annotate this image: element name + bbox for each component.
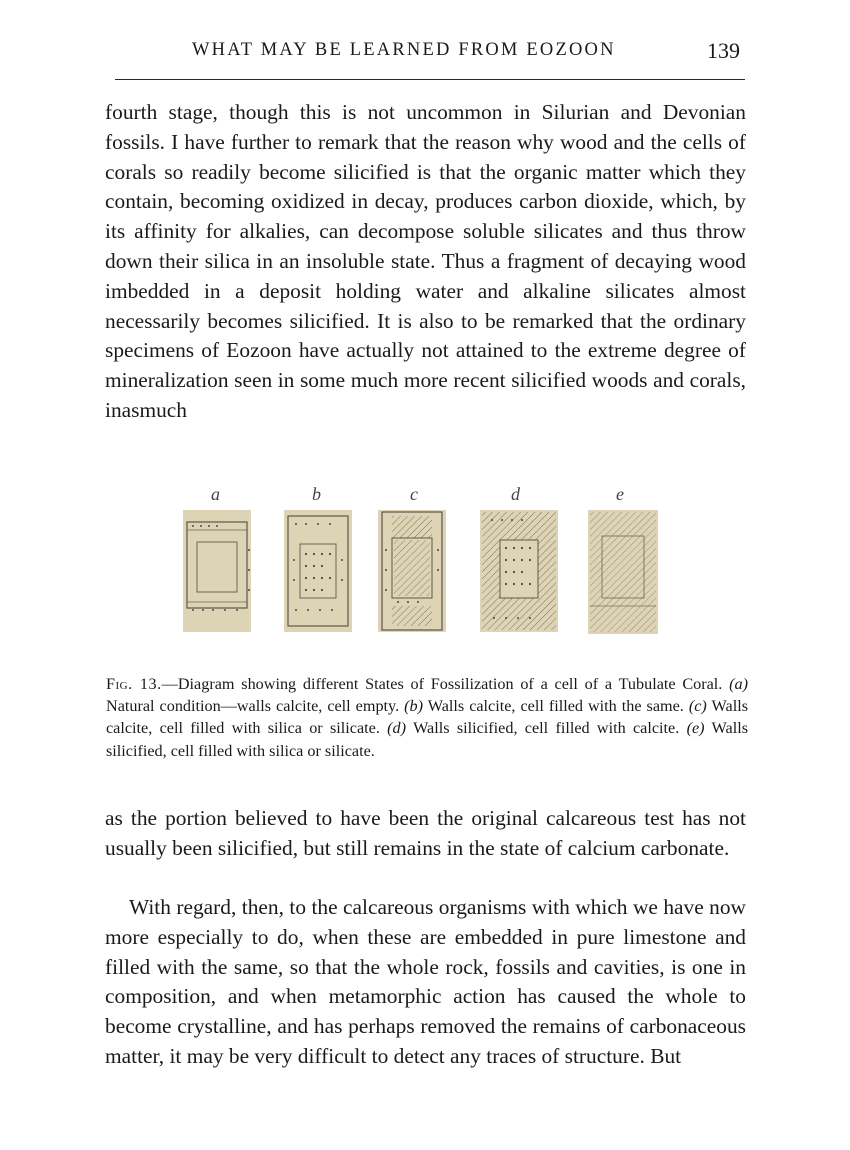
figure-letter-e: e <box>616 484 624 504</box>
caption-tag-b: (b) <box>404 697 424 716</box>
caption-text-e: Walls silicified, cell filled with silica or silicate. <box>106 719 749 760</box>
coral-cell-e-illustration <box>588 510 658 634</box>
figure-letter-d: d <box>511 484 520 504</box>
caption-text-b: Walls calcite, cell filled with the same. <box>427 697 684 716</box>
figure-caption <box>106 673 748 762</box>
caption-tag-c: (c) <box>688 697 707 716</box>
running-head <box>170 38 750 70</box>
paragraph-mid <box>105 804 746 864</box>
page-number: 139 <box>707 38 740 63</box>
caption-intro: —Diagram showing different States of Fossilization of a cell of a Tubulate Coral. <box>161 675 723 693</box>
figure-letter-b: b <box>312 484 321 504</box>
figure-letter-c: c <box>410 484 418 504</box>
header-rule <box>115 79 745 80</box>
coral-cell-c-illustration <box>378 510 446 632</box>
running-title: WHAT MAY BE LEARNED FROM EOZOON <box>192 40 616 60</box>
paragraph-bottom-text: With regard, then, to the calcareous organisms with which we have now more especially to do, when these are embedded in pure limestone and filled with the same, so that the whole rock, fossils and cavities, is one in composition, and when metamorphic action has caused the whole to become crystalline, and has perhaps removed the remains of carbonaceous matter, it may be very difficult to detect any traces of structure. But <box>105 895 746 1068</box>
figure-letter-a: a <box>211 484 220 504</box>
coral-cell-d-illustration <box>480 510 558 632</box>
coral-cell-a-illustration <box>183 510 251 632</box>
caption-text-c: Walls calcite, cell filled with silica or silicate. <box>106 697 749 738</box>
coral-cell-b-illustration <box>284 510 352 632</box>
caption-tag-e: (e) <box>686 719 705 738</box>
caption-tag-d: (d) <box>387 719 407 738</box>
paragraph-top-text: fourth stage, though this is not uncommon in Silurian and Devonian fossils. I have further to remark that the reason why wood and the cells of corals so readily become silicified is that the organic matter which they contain, becoming oxidized in decay, produces carbon dioxide, which, by its affinity for alkalies, can decompose soluble silicates and thus throw down their silica in an insoluble state. Thus a fragment of decaying wood imbedded in a deposit holding water and alkaline silicates almost necessarily becomes silicified. It is also to be remarked that the ordinary specimens of Eozoon have actually not attained to the extreme degree of mineralization seen in some much more recent silicified woods and corals, inasmuch <box>105 100 746 422</box>
paragraph-bottom <box>105 893 746 1072</box>
caption-text-d: Walls silicified, cell filled with calcite. <box>413 719 680 738</box>
caption-text-a: Natural condition—walls calcite, cell empty. <box>106 697 400 716</box>
caption-tag-a: (a) <box>729 675 748 693</box>
figure-label: Fig. 13. <box>106 675 162 693</box>
paragraph-top <box>105 98 746 426</box>
paragraph-mid-text: as the portion believed to have been the original calcareous test has not usually been silicified, but still remains in the state of calcium carbonate. <box>105 806 746 860</box>
figure-13 <box>178 484 678 644</box>
